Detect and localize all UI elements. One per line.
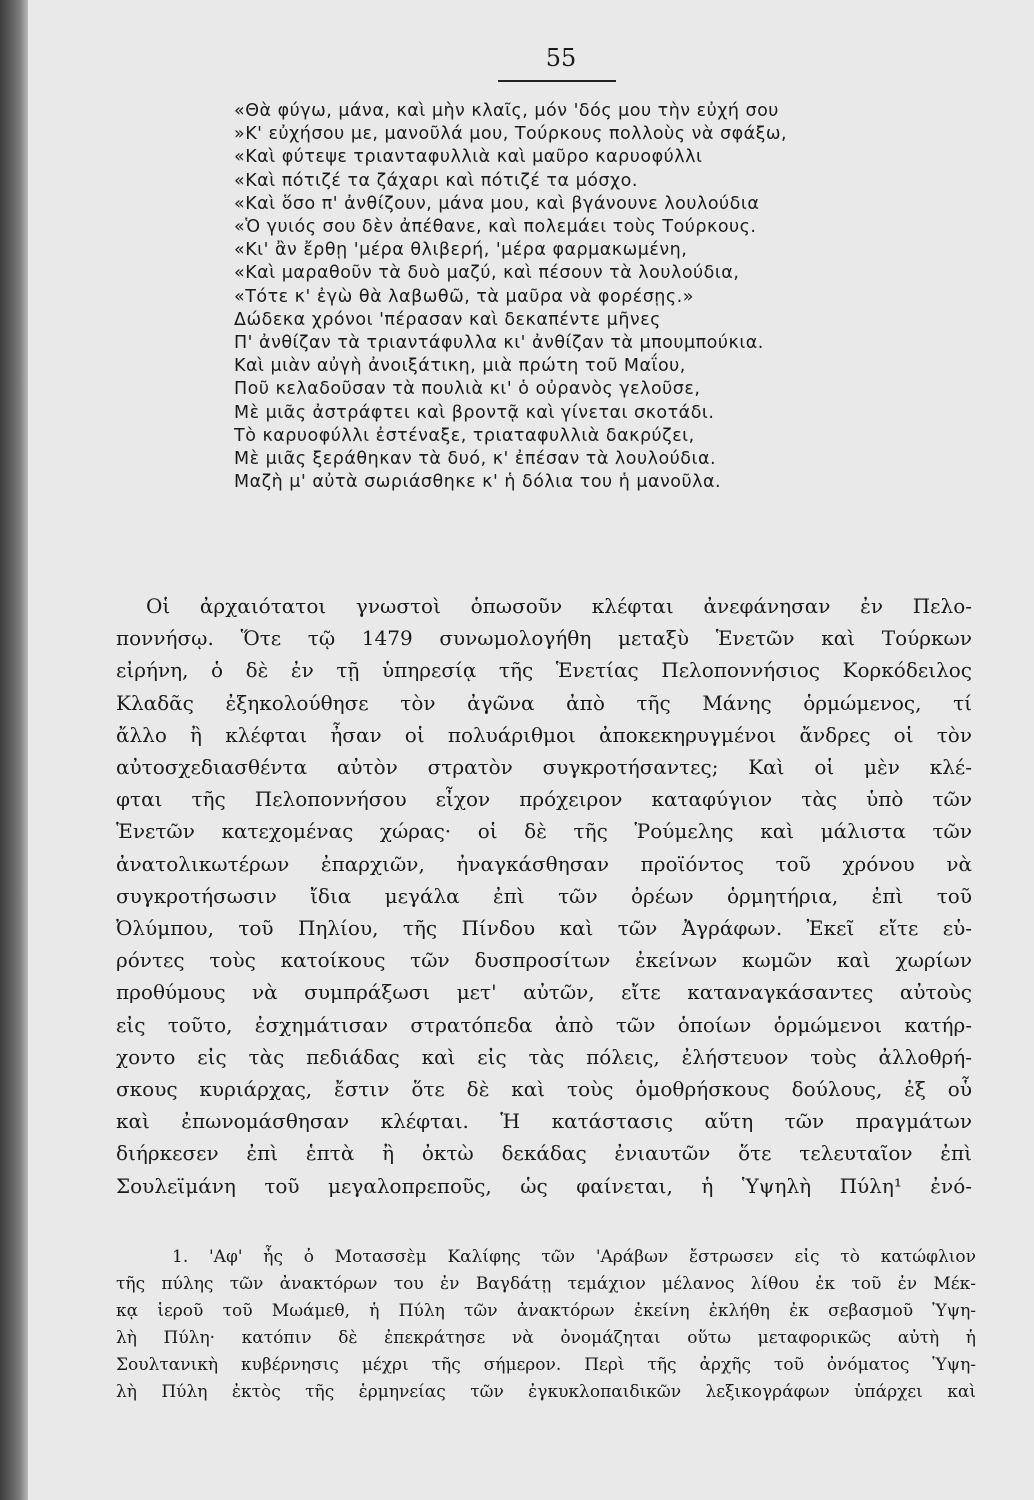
paragraph-line: φται τῆς Πελοποννήσου εἶχον πρόχειρον καταφύγιον τὰς ὑπὸ τῶν (116, 787, 972, 812)
poem-line: «Θὰ φύγω, μάνα, καὶ μὴν κλαῖς, μόν 'δός μου τὴν εὐχή σου (234, 101, 779, 121)
paragraph-line: ἀνατολικωτέρων ἐπαρχιῶν, ἠναγκάσθησαν προϊόντος τοῦ χρόνου νὰ (116, 851, 972, 876)
paragraph-line: εἰρήνη, ὁ δὲ ἐν τῇ ὑπηρεσίᾳ τῆς Ἑνετίας Πελοποννήσιος Κορκόδειλος (116, 658, 972, 683)
footnote-line: λὴ Πύλη· κατόπιν δὲ ἐπεκράτησε νὰ ὀνομάζηται οὕτω μεταφορικῶς αὐτὴ ἡ (116, 1328, 976, 1348)
footnote (116, 1244, 976, 1406)
poem-line: Μὲ μιᾶς ἀστράφτει καὶ βροντᾷ καὶ γίνεται σκοτάδι. (234, 402, 715, 423)
footnote-line: λὴ Πύλη ἐκτὸς τῆς ἑρμηνείας τῶν ἐγκυκλοπαιδικῶν λεξικογράφων ὑπάρχει καὶ (116, 1382, 976, 1402)
poem-line: «Καὶ ὅσο π' ἀνθίζουν, μάνα μου, καὶ βγάνουνε λουλούδια (234, 193, 760, 214)
footnote-line: τῆς πύλης τῶν ἀνακτόρων του ἐν Βαγδάτῃ τεμάχιον μέλανος λίθου ἐκ τοῦ ἐν Μέκ- (116, 1274, 976, 1294)
book-spine-shadow (0, 0, 28, 1500)
page-number: 55 (545, 44, 577, 72)
header-rule (498, 80, 616, 82)
poem-line: Μαζὴ μ' αὐτὰ σωριάσθηκε κ' ἡ δόλια του ἡ μανοῦλα. (234, 472, 722, 493)
poem-line: «Τότε κ' ἐγὼ θὰ λαβωθῶ, τὰ μαῦρα νὰ φορέσῃς.» (234, 286, 694, 307)
poem-line: »Κ' εὐχήσου με, μανοῦλά μου, Τούρκους πολλοὺς νὰ σφάξω, (234, 124, 788, 145)
paragraph-line: διήρκεσεν ἐπὶ ἑπτὰ ἢ ὀκτὼ δεκάδας ἐνιαυτῶν ὅτε τελευταῖον ἐπὶ (116, 1141, 972, 1166)
paragraph-line: ἄλλο ἢ κλέφται ἦσαν οἱ πολυάριθμοι ἀποκεκηρυγμένοι ἄνδρες οἱ τὸν (116, 722, 972, 747)
paragraph-line: ποννήσῳ. Ὅτε τῷ 1479 συνωμολογήθη μεταξὺ Ἑνετῶν καὶ Τούρκων (116, 626, 972, 651)
poem-line: Π' ἀνθίζαν τὰ τριαντάφυλλα κι' ἀνθίζαν τὰ μπουμπούκια. (234, 333, 764, 354)
paragraph-line: συγκροτήσωσιν ἴδια μεγάλα ἐπὶ τῶν ὀρέων ὁρμητήρια, ἐπὶ τοῦ (116, 883, 972, 908)
paragraph-line: Ἑνετῶν κατεχομένας χώρας· οἱ δὲ τῆς Ῥούμελης καὶ μάλιστα τῶν (116, 819, 972, 844)
paragraph-line: προθύμους νὰ συμπράξωσι μετ' αὐτῶν, εἴτε καταναγκάσαντες αὐτοὺς (116, 980, 972, 1005)
poem-line: Μὲ μιᾶς ξεράθηκαν τὰ δυό, κ' ἐπέσαν τὰ λουλούδια. (234, 449, 717, 470)
paragraph-line: Οἱ ἀρχαιότατοι γνωστοὶ ὁπωσοῦν κλέφται ἀνεφάνησαν ἐν Πελο- (146, 594, 972, 618)
poem-line: «Καὶ φύτεψε τριανταφυλλιὰ καὶ μαῦρο καρυοφύλλι (234, 147, 703, 168)
poem-line: Καὶ μιὰν αὐγὴ ἀνοιξάτικη, μιὰ πρώτη τοῦ Μαΐου, (234, 356, 686, 377)
paragraph-line: Κλαδᾶς ἐξηκολούθησε τὸν ἀγῶνα ἀπὸ τῆς Μάνης ὁρμώμενος, τί (116, 690, 972, 715)
paragraph-line: καὶ ἐπωνομάσθησαν κλέφται. Ἡ κατάστασις αὕτη τῶν πραγμάτων (116, 1109, 972, 1134)
paragraph-line: σκους κυριάρχας, ἔστιν ὅτε δὲ καὶ τοὺς ὁμοθρήσκους δούλους, ἐξ οὗ (116, 1077, 972, 1102)
footnote-line: κᾳ ἱεροῦ τοῦ Μωάμεθ, ἡ Πύλη τῶν ἀνακτόρων ἐκείνη ἐκλήθη ἐκ σεβασμοῦ Ὑψη- (116, 1301, 976, 1321)
paragraph-line: χοντο εἰς τὰς πεδιάδας καὶ εἰς τὰς πόλεις, ἐλήστευον τοὺς ἀλλοθρή- (116, 1044, 972, 1069)
paragraph-line: Ὀλύμπου, τοῦ Πηλίου, τῆς Πίνδου καὶ τῶν Ἀγράφων. Ἐκεῖ εἴτε εὑ- (116, 916, 972, 941)
poem-line: «Καὶ μαραθοῦν τὰ δυὸ μαζύ, καὶ πέσουν τὰ λουλούδια, (234, 263, 740, 284)
poem-line: Τὸ καρυοφύλλι ἐστέναξε, τριαταφυλλιὰ δακρύζει, (234, 425, 695, 446)
paragraph-line: Σουλεϊμάνη τοῦ μεγαλοπρεποῦς, ὡς φαίνεται, ἡ Ὑψηλὴ Πύλη¹ ἐνό- (116, 1173, 972, 1198)
footnote-line: 1. 'Αφ' ἧς ὁ Μοτασσὲμ Καλίφης τῶν 'Αράβων ἔστρωσεν εἰς τὸ κατώφλιον (172, 1247, 976, 1267)
poem-line: «Ὁ γυιός σου δὲν ἀπέθανε, καὶ πολεμάει τοὺς Τούρκους. (234, 217, 757, 238)
paragraph-line: αὐτοσχεδιασθέντα αὐτὸν στρατὸν συγκροτήσαντες; Καὶ οἱ μὲν κλέ- (116, 755, 972, 780)
poem-line: Δώδεκα χρόνοι 'πέρασαν καὶ δεκαπέντε μῆνες (234, 309, 661, 330)
book-page (28, 0, 1034, 1500)
poem-line: «Καὶ πότιζέ τα ζάχαρι καὶ πότιζέ τα μόσχο. (234, 170, 638, 191)
paragraph-line: εἰς τοῦτο, ἐσχημάτισαν στρατόπεδα ἀπὸ τῶν ὁποίων ὁρμώμενοι κατήρ- (116, 1012, 972, 1037)
footnote-line: Σουλτανικὴ κυβέρνησις μέχρι τῆς σήμερον. Περὶ τῆς ἀρχῆς τοῦ ὀνόματος Ὑψη- (116, 1355, 976, 1375)
paragraph-line: ρόντες τοὺς κατοίκους τῶν δυσπροσίτων ἐκείνων κωμῶν καὶ χωρίων (116, 948, 972, 973)
poem-line: «Κι' ἂν ἔρθῃ 'μέρα θλιβερή, 'μέρα φαρμακωμένη, (234, 240, 688, 261)
poem-line: Ποῦ κελαδοῦσαν τὰ πουλιὰ κι' ὁ οὐρανὸς γελοῦσε, (234, 379, 701, 400)
poem-block (234, 100, 874, 494)
body-paragraph (116, 590, 972, 1202)
